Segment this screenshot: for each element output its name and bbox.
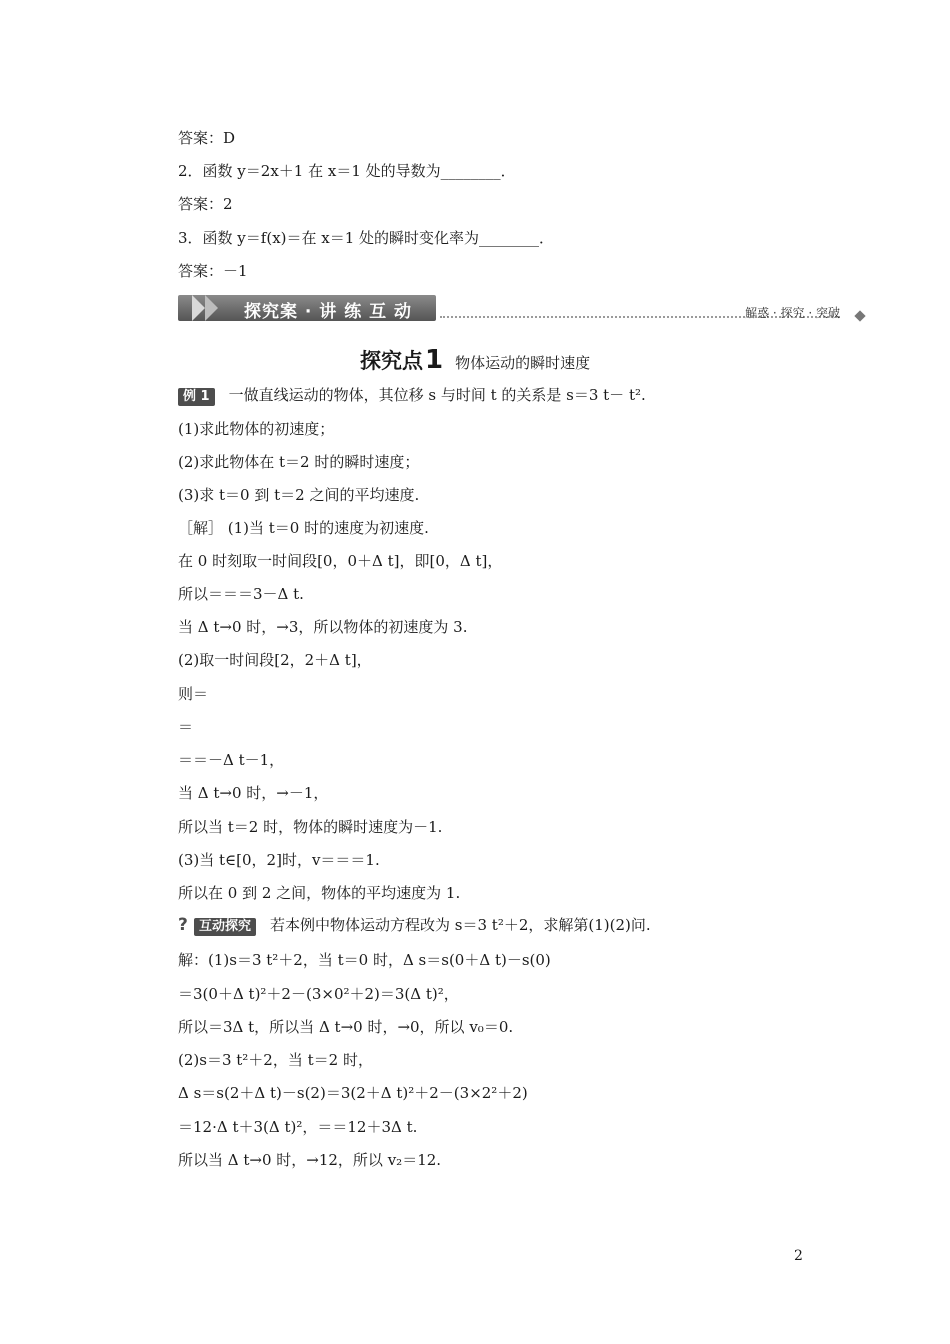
page-number: 2 — [794, 1248, 803, 1264]
body-line: 则＝ — [178, 685, 209, 703]
solution-line: ＝3(0＋Δ t)²＋2－(3×0²＋2)＝3(Δ t)²， — [178, 985, 459, 1003]
body-line: 所以当 t＝2 时，物体的瞬时速度为－1. — [178, 818, 443, 836]
banner-right-label: 解惑 · 探究 · 突破 — [745, 306, 840, 320]
example-tag: 例 1 — [178, 388, 215, 406]
body-line: ＝＝－Δ t－1， — [178, 751, 285, 769]
interactive-line — [178, 915, 651, 936]
question-mark-icon: ? — [178, 915, 188, 935]
body-line: 所以＝＝＝3－Δ t. — [178, 585, 304, 603]
interactive-text: 若本例中物体运动方程改为 s＝3 t²＋2，求解第(1)(2)问. — [270, 916, 651, 934]
heading-prefix: 探究点 — [360, 349, 423, 373]
section-banner — [178, 292, 868, 326]
solution-line: ＝12·Δ t＋3(Δ t)²，＝＝12＋3Δ t. — [178, 1118, 418, 1136]
answer-line-2: 答案：2 — [178, 195, 233, 213]
body-line: ＝ — [178, 718, 194, 736]
body-line: (1)求此物体的初速度； — [178, 420, 335, 438]
solution-line: 解：(1)s＝3 t²＋2，当 t＝0 时，Δ s＝s(0＋Δ t)－s(0) — [178, 951, 551, 969]
answer-line-1: 答案：D — [178, 129, 236, 147]
body-line: 当 Δ t→0 时，→－1， — [178, 784, 329, 802]
body-line: (3)求 t＝0 到 t＝2 之间的平均速度. — [178, 486, 420, 504]
body-line: 所以在 0 到 2 之间，物体的平均速度为 1. — [178, 884, 461, 902]
body-line: (3)当 t∈[0，2]时，v＝＝＝1. — [178, 851, 380, 869]
diamond-icon — [854, 310, 865, 321]
heading-subtitle: 物体运动的瞬时速度 — [455, 354, 591, 372]
solution-line: (2)s＝3 t²＋2，当 t＝2 时， — [178, 1051, 373, 1069]
body-line: (2)求此物体在 t＝2 时的瞬时速度； — [178, 453, 420, 471]
body-line: 当 Δ t→0 时，→3，所以物体的初速度为 3. — [178, 618, 468, 636]
body-line: 在 0 时刻取一时间段[0，0＋Δ t]，即[0，Δ t]， — [178, 552, 503, 570]
body-line: ［解］ (1)当 t＝0 时的速度为初速度. — [178, 519, 429, 537]
example-line — [178, 385, 646, 406]
solution-line: Δ s＝s(2＋Δ t)－s(2)＝3(2＋Δ t)²＋2－(3×2²＋2) — [178, 1084, 528, 1102]
interactive-tag: 互动探究 — [194, 918, 256, 936]
solution-line: 所以＝3Δ t，所以当 Δ t→0 时，→0，所以 v₀＝0. — [178, 1018, 514, 1036]
question-3: 3．函数 y＝f(x)＝在 x＝1 处的瞬时变化率为________． — [178, 229, 555, 247]
example-text: 一做直线运动的物体，其位移 s 与时间 t 的关系是 s＝3 t－ t². — [228, 386, 646, 404]
question-2: 2．函数 y＝2x＋1 在 x＝1 处的导数为________． — [178, 162, 516, 180]
section-heading — [360, 345, 590, 375]
body-line: (2)取一时间段[2，2＋Δ t]， — [178, 651, 372, 669]
solution-line: 所以当 Δ t→0 时，→12，所以 v₂＝12. — [178, 1151, 442, 1169]
heading-number: 1 — [425, 345, 444, 375]
chevron-icon — [192, 295, 205, 321]
answer-line-3: 答案：－1 — [178, 262, 248, 280]
banner-title: 探究案 · 讲 练 互 动 — [244, 302, 413, 322]
chevron-icon — [205, 295, 218, 321]
